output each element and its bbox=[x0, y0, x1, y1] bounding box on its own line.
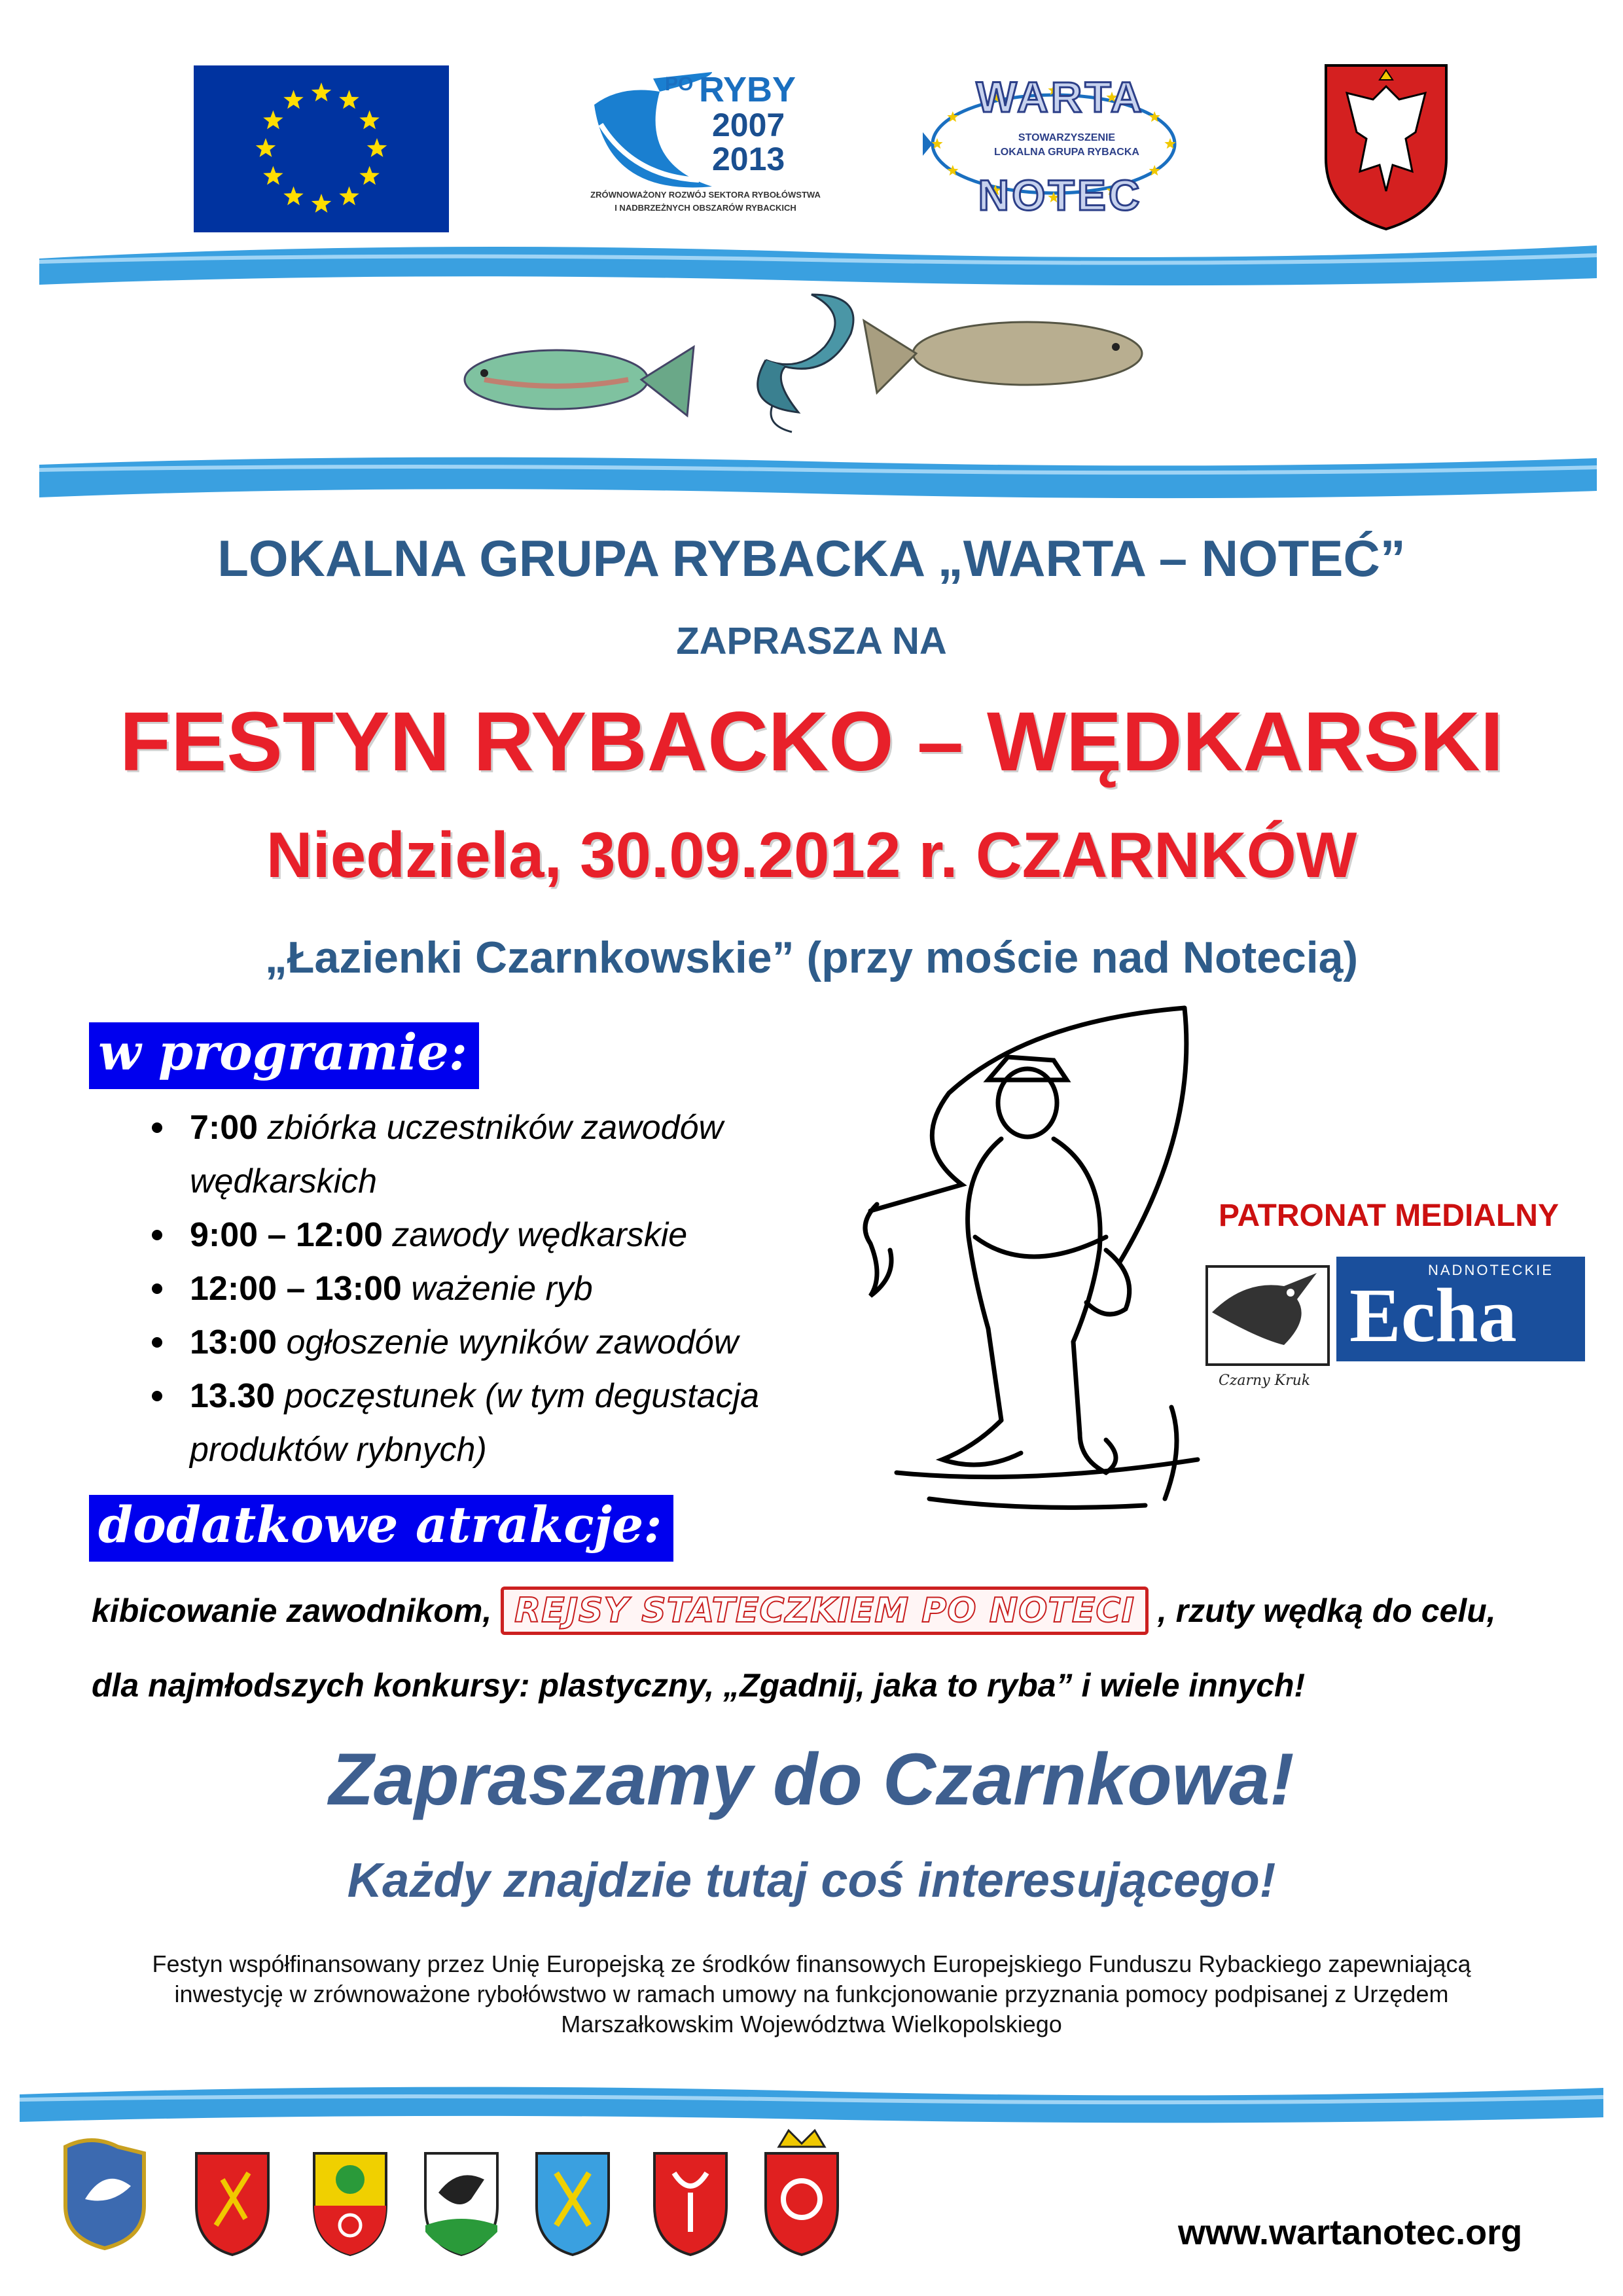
invites-to-heading: ZAPRASZA NA bbox=[676, 620, 947, 662]
fish-left-icon bbox=[465, 347, 694, 416]
crest-7-icon bbox=[766, 2130, 838, 2255]
crest-5-icon bbox=[537, 2153, 609, 2255]
poryby-caption-1: ZRÓWNOWAŻONY ROZWÓJ SEKTORA RYBOŁÓWSTWA bbox=[590, 190, 821, 200]
attractions-line-2: dla najmłodszych konkursy: plastyczny, „Zgadnij, jaka to ryba” i wiele innych! bbox=[92, 1667, 1306, 1704]
poryby-year1: 2007 bbox=[712, 107, 785, 143]
crest-3-icon bbox=[314, 2153, 386, 2255]
rejsy-badge: REJSY STATECZKIEM PO NOTECI bbox=[501, 1587, 1149, 1635]
poryby-logo bbox=[581, 65, 830, 236]
fish-illustration-icon bbox=[458, 281, 1191, 439]
poryby-po: PO bbox=[665, 73, 694, 95]
warta-top: WARTA bbox=[976, 73, 1145, 121]
program-item: 12:00 – 13:00 ważenie ryb bbox=[144, 1262, 825, 1316]
attractions-line-1 bbox=[92, 1587, 1610, 1635]
funding-note-line-3: Marszałkowskim Województwa Wielkopolskiego bbox=[561, 2011, 1062, 2037]
fish-right-icon bbox=[864, 321, 1142, 393]
crest-2-icon bbox=[196, 2153, 268, 2255]
warta-bottom: NOTEC bbox=[978, 171, 1143, 219]
nadnoteckie-echa-logo bbox=[1336, 1257, 1585, 1361]
poryby-ryby: RYBY bbox=[699, 70, 796, 109]
warta-notec-logo bbox=[923, 59, 1185, 229]
program-item: 13:00 ogłoszenie wyników zawodów bbox=[144, 1316, 825, 1369]
top-wave-2 bbox=[0, 445, 1623, 511]
raven-icon bbox=[1205, 1253, 1330, 1371]
organizer-heading: LOKALNA GRUPA RYBACKA „WARTA – NOTEĆ” bbox=[217, 529, 1406, 587]
invite-main: Zapraszamy do Czarnkowa! bbox=[329, 1738, 1294, 1820]
poryby-caption-2: I NADBRZEŻNYCH OBSZARÓW RYBACKICH bbox=[615, 203, 796, 213]
crest-1-icon bbox=[65, 2140, 144, 2248]
invite-sub: Każdy znajdzie tutaj coś interesującego! bbox=[347, 1853, 1276, 1907]
eagle-shield-icon bbox=[1321, 60, 1452, 234]
poryby-year2: 2013 bbox=[712, 141, 785, 177]
program-item: 13.30 poczęstunek (w tym degustacja produktów rybnych) bbox=[144, 1369, 825, 1477]
program-item: 9:00 – 12:00 zawody wędkarskie bbox=[144, 1208, 825, 1262]
program-heading: w programie: bbox=[89, 1022, 479, 1089]
crest-6-icon bbox=[654, 2153, 726, 2255]
warta-mid-1: STOWARZYSZENIE bbox=[1018, 132, 1116, 143]
fisherman-drawing-icon bbox=[831, 1001, 1224, 1518]
bottom-wave bbox=[0, 2075, 1623, 2134]
eu-flag bbox=[194, 65, 449, 232]
program-item: 7:00 zbiórka uczestników zawodów wędkarskich bbox=[144, 1101, 825, 1208]
wielkopolska-coat-of-arms bbox=[1321, 60, 1452, 234]
event-venue: „Łazienki Czarnkowskie” (przy moście nad Notecią) bbox=[264, 933, 1359, 982]
attraction-text-a: kibicowanie zawodnikom, bbox=[92, 1592, 492, 1629]
patronat-label: PATRONAT MEDIALNY bbox=[1219, 1198, 1559, 1233]
crest-4-icon bbox=[425, 2153, 497, 2255]
echa-small: NADNOTECKIE bbox=[1428, 1262, 1554, 1278]
catfish-icon bbox=[758, 295, 853, 432]
program-list bbox=[144, 1101, 825, 1477]
event-title: FESTYN RYBACKO – WĘDKARSKI bbox=[119, 695, 1504, 789]
czarny-kruk-logo bbox=[1205, 1253, 1330, 1397]
funding-note bbox=[0, 1949, 1623, 2039]
attraction-text-b: , rzuty wędką do celu, bbox=[1157, 1592, 1496, 1629]
funding-note-line-2: inwestycję w zrównoważone rybołówstwo w ramach umowy na funkcjonowanie przyznania pomocy podpisanej z Urzędem bbox=[174, 1981, 1449, 2007]
kruk-caption: Czarny Kruk bbox=[1219, 1372, 1311, 1389]
attractions-heading: dodatkowe atrakcje: bbox=[89, 1495, 673, 1562]
eu-stars-icon bbox=[194, 65, 449, 232]
warta-mid-2: LOKALNA GRUPA RYBACKA bbox=[994, 147, 1139, 158]
event-date: Niedziela, 30.09.2012 r. CZARNKÓW bbox=[266, 819, 1357, 891]
municipal-crests bbox=[52, 2127, 870, 2258]
echa-big: Echa bbox=[1349, 1272, 1517, 1358]
funding-note-line-1: Festyn współfinansowany przez Unię Europejską ze środków finansowych Europejskiego Funduszu Rybackiego zapewniającą bbox=[152, 1950, 1471, 1977]
website-link[interactable]: www.wartanotec.org bbox=[1178, 2213, 1523, 2252]
